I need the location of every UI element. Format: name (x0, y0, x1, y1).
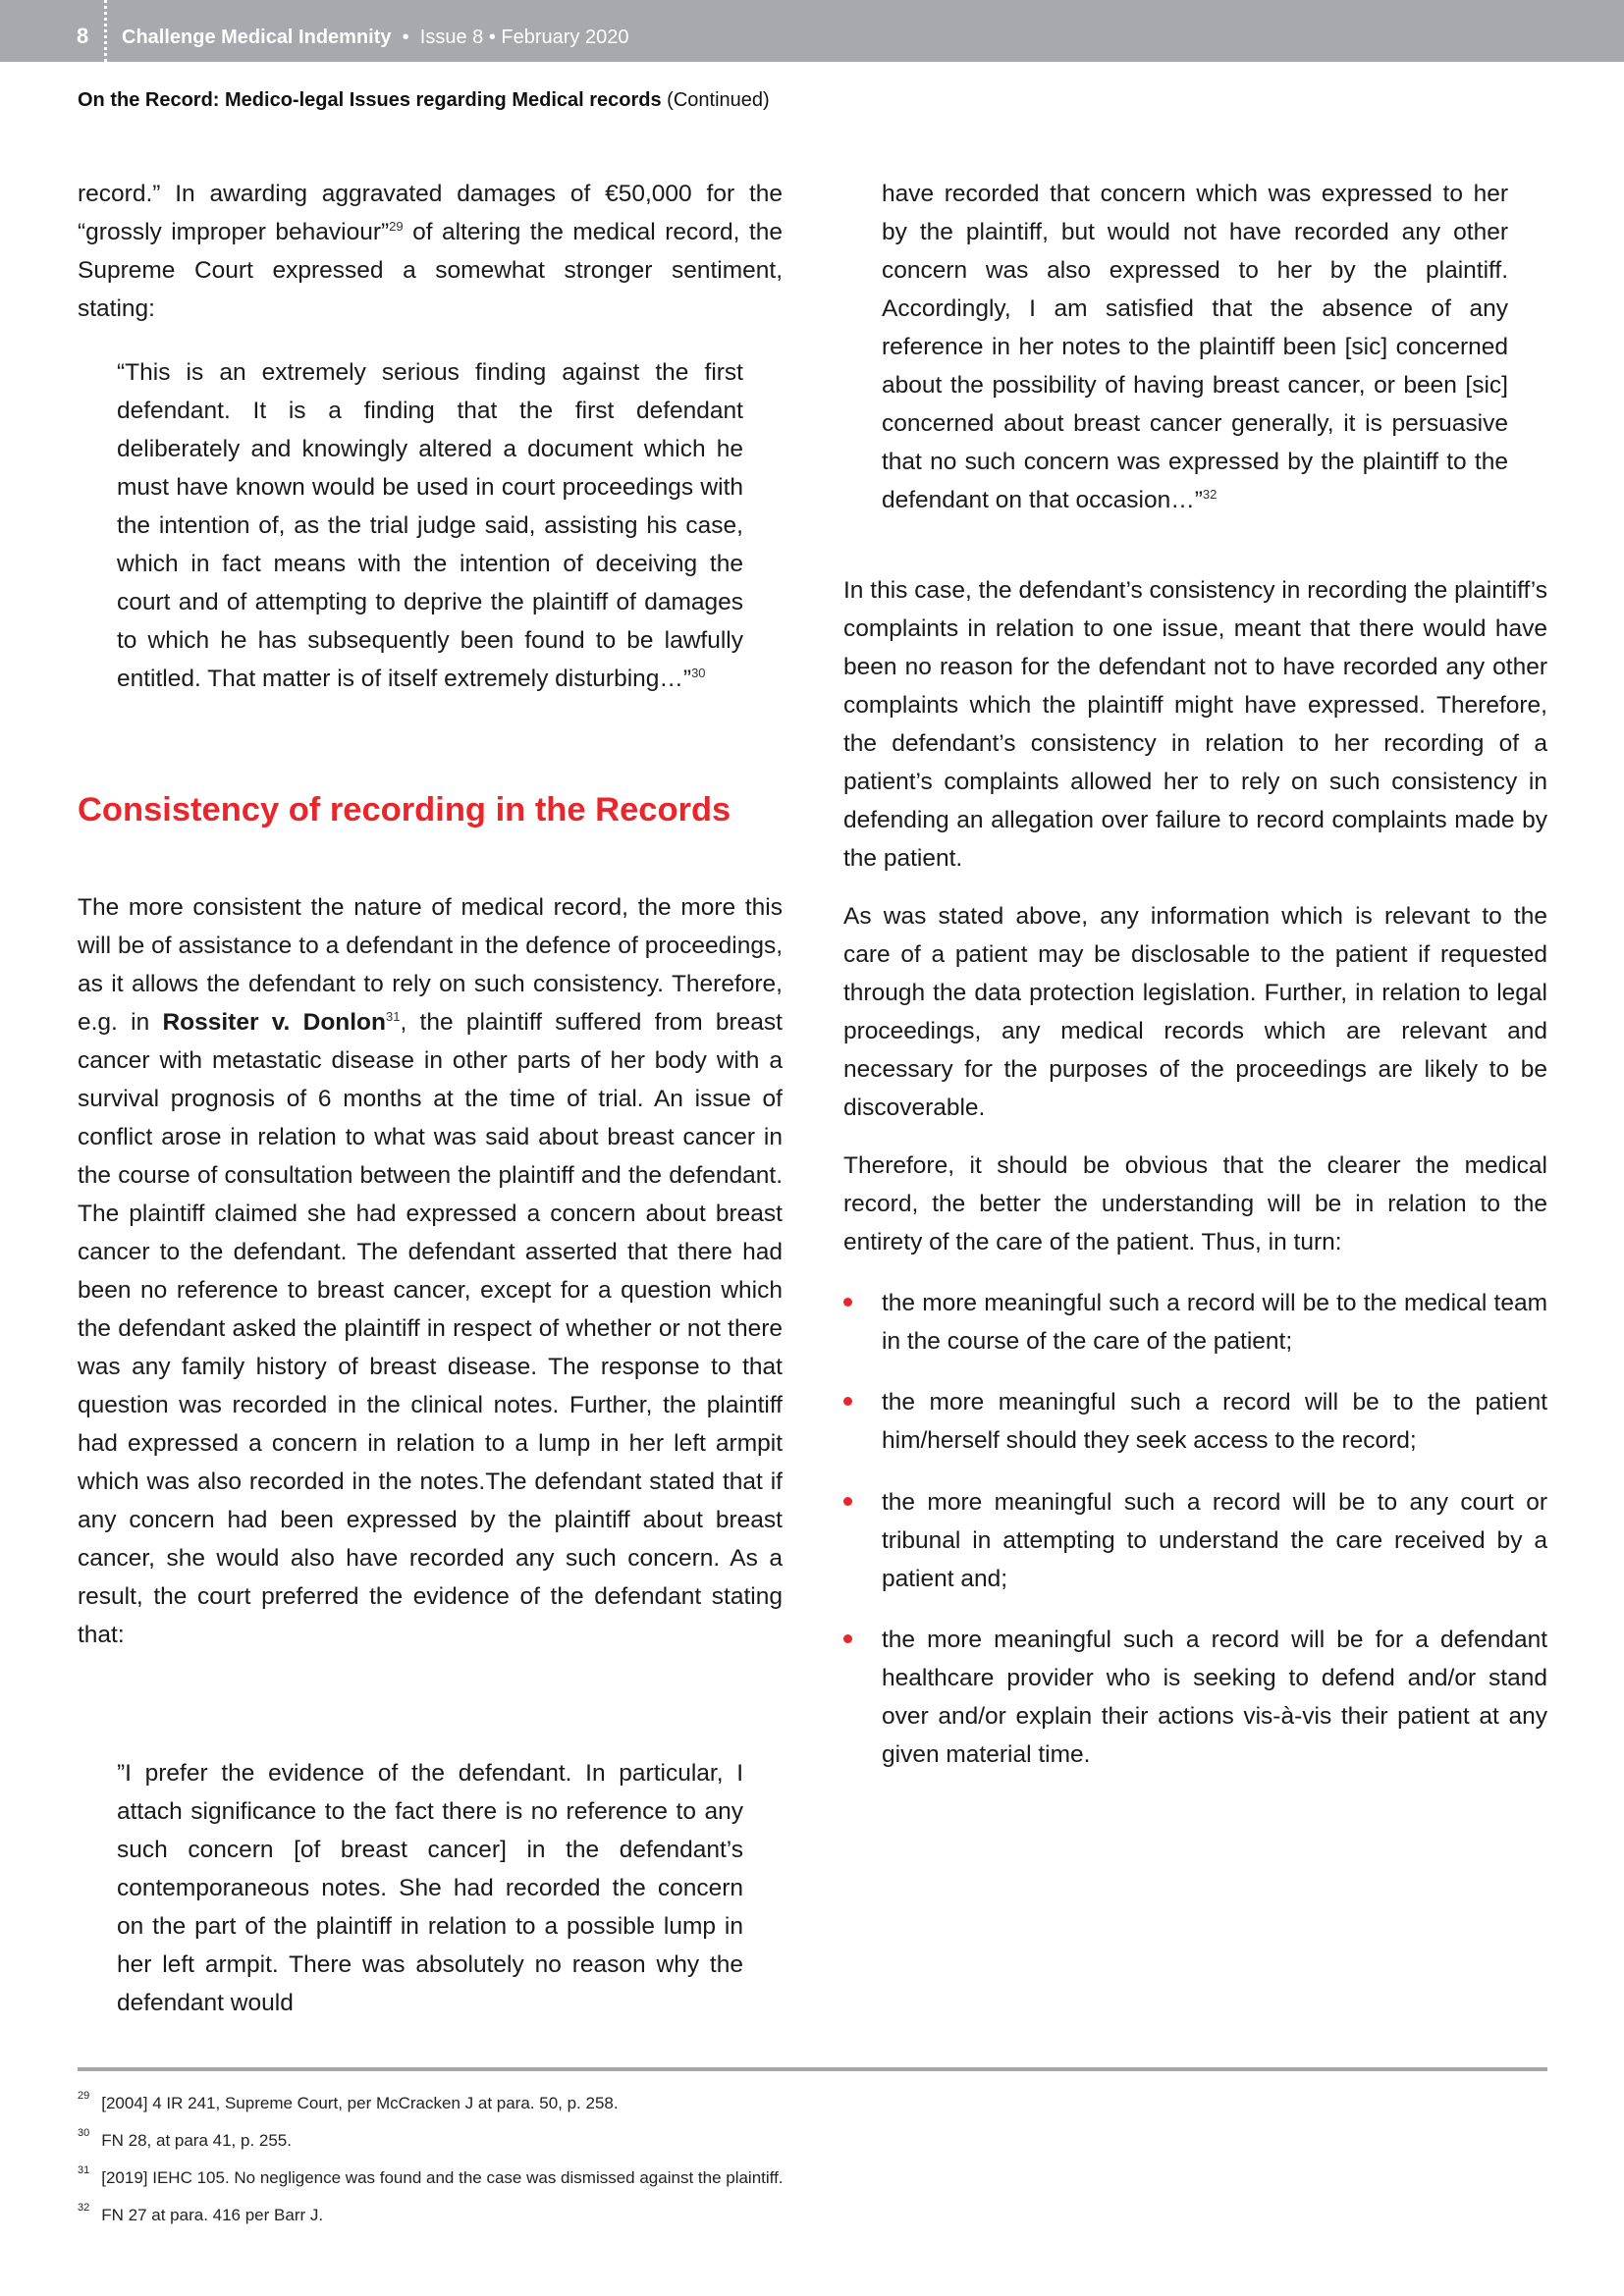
dotted-separator (104, 0, 107, 62)
paragraph-in-this-case: In this case, the defendant’s consistency in recording the plaintiff’s complaints in relation to one issue, meant that there would have been no reason for the defendant not to have recorded any other complaints which the plaintiff might have expressed. Therefore, the defendant’s consistency in relation to her recording of a patient’s complaints allowed her to rely on such consistency in defending an allegation over failure to record complaints made by the patient. (843, 577, 1547, 872)
paragraph-text: record.” In awarding aggravated damages of €50,000 for the “grossly improper behaviour” (78, 181, 783, 245)
footnote-text: FN 27 at para. 416 per Barr J. (101, 2206, 324, 2224)
running-title-continued: (Continued) (661, 89, 770, 111)
blockquote-supreme-court (117, 353, 743, 698)
paragraph-as-was-stated: As was stated above, any information which is relevant to the care of a patient may be disclosable to the patient if requested through the data protection legislation. Further, in relation to legal proceedings, any medical records which are relevant and necessary for the purposes of the proceedings are likely to be discoverable. (843, 903, 1547, 1121)
quote-text: “This is an extremely serious finding against the first defendant. It is a finding that the first defendant deliberately and knowingly altered a document which he must have known would be used in court proceedings with the intention of, as the trial judge said, assisting his case, which in fact means with the intention of deceiving the court and of attempting to deprive the plaintiff of damages to which he has subsequently been found to be lawfully entitled. That matter is of itself extremely disturbing…” (117, 359, 743, 692)
paragraph-consistency (78, 888, 783, 1654)
page-number: 8 (77, 24, 89, 48)
paragraph-therefore: Therefore, it should be obvious that the clearer the medical record, the better the understanding will be in relation to the entirety of the care of the patient. Thus, in turn: (843, 1152, 1547, 1255)
list-item-text: the more meaningful such a record will be for a defendant healthcare provider who is seeking to defend and/or stand over and/or explain their actions vis-à-vis their patient at any given material time. (882, 1627, 1547, 1768)
footnote-number: 30 (78, 2127, 90, 2139)
list-item-text: the more meaningful such a record will be to any court or tribunal in attempting to understand the care received by a patient and; (882, 1489, 1547, 1592)
publication-title: Challenge Medical Indemnity (122, 27, 392, 48)
publication-line (122, 27, 628, 49)
list-item (843, 1621, 1547, 1774)
blockquote-continued (882, 175, 1508, 519)
footnote-number: 31 (78, 2164, 90, 2176)
footnote (78, 2202, 324, 2225)
paragraph-aggravated-damages (78, 175, 783, 328)
case-name: Rossiter v. Donlon (162, 1009, 386, 1036)
footnote (78, 2164, 784, 2188)
issue-info: Issue 8 • February 2020 (419, 27, 629, 48)
quote-text: have recorded that concern which was expressed to her by the plaintiff, but would not have recorded any other concern was also expressed to her by the plaintiff. Accordingly, I am satisfied that the absence of any reference in her notes to the plaintiff been [sic] concerned about the possibility of having breast cancer, or been [sic] concerned about breast cancer generally, it is persuasive that no such concern was expressed by the plaintiff to the defendant on that occasion…” (882, 181, 1508, 513)
paragraph-text: The more consistent the nature of medical record, the more this will be of assistance to a defendant in the defence of proceedings, as it allows the defendant to rely on such consistency. Therefore, e.g. in (78, 894, 783, 1036)
bullet-icon (843, 1298, 852, 1307)
footnote (78, 2090, 619, 2113)
paragraph-text: of altering the medical record, the Supreme Court expressed a somewhat stronger sentiment, stating: (78, 219, 783, 322)
footnote-ref[interactable]: 30 (691, 665, 706, 680)
list-item (843, 1483, 1547, 1598)
running-title-bold: On the Record: Medico-legal Issues regarding Medical records (78, 89, 662, 111)
footnote-number: 32 (78, 2202, 90, 2214)
footnote-ref[interactable]: 32 (1202, 486, 1218, 502)
paragraph-text: , the plaintiff suffered from breast cancer with metastatic disease in other parts of her body with a survival prognosis of 6 months at the time of trial. An issue of conflict arose in relation to what was said about breast cancer in the course of consultation between the plaintiff and the defendant. The plaintiff claimed she had expressed a concern about breast cancer to the defendant. The defendant asserted that there had been no reference to breast cancer, except for a question which the defendant asked the plaintiff in respect of whether or not there was any family history of breast disease. The response to that question was recorded in the clinical notes. Further, the plaintiff had expressed a concern in relation to a lump in her left armpit which was also recorded in the notes.The defendant stated that if any concern had been expressed by the plaintiff about breast cancer, she would also have recorded any such concern. As a result, the court preferred the evidence of the defendant stating that: (78, 1009, 783, 1648)
footnote-ref[interactable]: 31 (385, 1008, 401, 1024)
footnote-number: 29 (78, 2090, 90, 2102)
bullet-separator: • (402, 27, 409, 48)
list-item (843, 1383, 1547, 1460)
footnote-ref[interactable]: 29 (389, 218, 404, 234)
footnote-text: [2019] IEHC 105. No negligence was found and the case was dismissed against the plaintiff. (101, 2168, 784, 2187)
blockquote-evidence: ”I prefer the evidence of the defendant. In particular, I attach significance to the fact there is no reference to any such concern [of breast cancer] in the defendant’s contemporaneous notes. She had recorded the concern on the part of the plaintiff in relation to a possible lump in her left armpit. There was absolutely no reason why the defendant would (117, 1760, 743, 2016)
list-item (843, 1284, 1547, 1361)
footnote-divider (78, 2067, 1547, 2071)
bullet-icon (843, 1397, 852, 1406)
list-item-text: the more meaningful such a record will be to the patient him/herself should they seek access to the record; (882, 1389, 1547, 1454)
bullet-icon (843, 1634, 852, 1643)
section-heading: Consistency of recording in the Records (78, 791, 731, 828)
list-item-text: the more meaningful such a record will be to the medical team in the course of the care of the patient; (882, 1290, 1547, 1355)
running-title (78, 89, 770, 112)
footnote (78, 2127, 292, 2151)
footnote-text: [2004] 4 IR 241, Supreme Court, per McCracken J at para. 50, p. 258. (101, 2094, 619, 2112)
bullet-icon (843, 1497, 852, 1506)
footnote-text: FN 28, at para 41, p. 255. (101, 2131, 292, 2150)
